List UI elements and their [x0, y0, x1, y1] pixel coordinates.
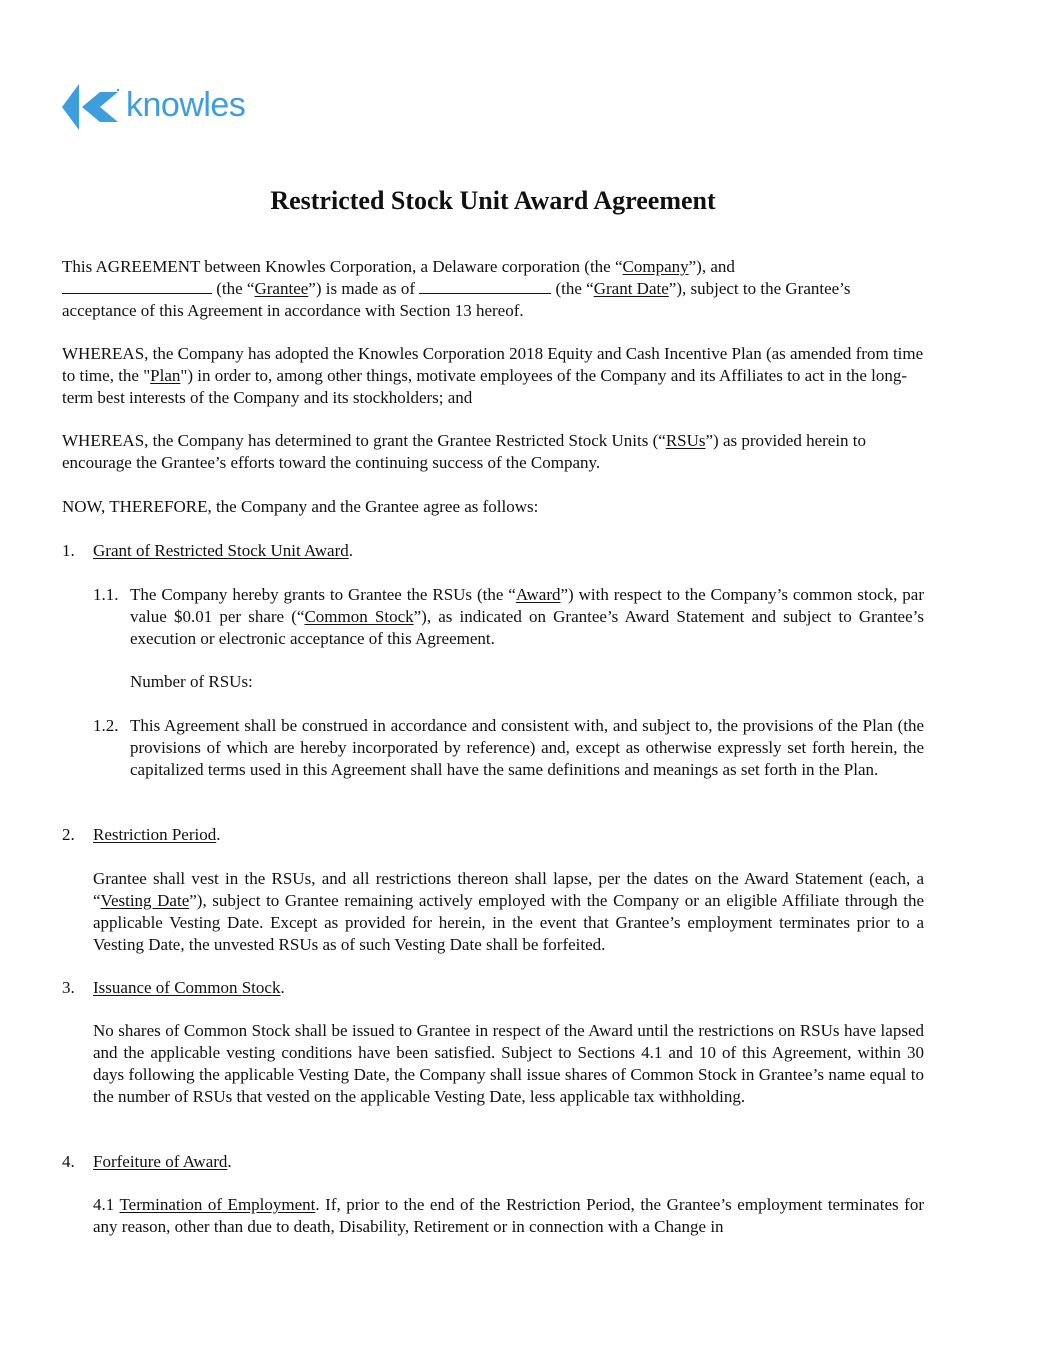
section-3-text: No shares of Common Stock shall be issued to Grantee in respect of the Award until the restrictions on RSUs have lapsed and the applicable vesting conditions have been satisfied. Subject to Sections 4.1 and 10 of this Agreement, within 30 days following the applicable Vesting Date, the Company shall issue shares of Common Stock in Grantee’s name equal to the number of RSUs that vested on the applicable Vesting Date, less applicable tax withholding.: [93, 1021, 924, 1106]
defined-term-award: Award: [515, 585, 561, 604]
defined-term-grant-date: Grant Date: [593, 279, 669, 298]
defined-term-plan: Plan: [150, 366, 181, 385]
section-4-heading: Forfeiture of Award.: [93, 1152, 232, 1171]
company-logo: [62, 84, 245, 130]
section-4-1-heading: Termination of Employment: [119, 1195, 316, 1214]
whereas-paragraph-2: WHEREAS, the Company has determined to grant the Grantee Restricted Stock Units (“RSUs”) as provided herein to encourage the Grantee’s efforts toward the continuing success of the Company.: [62, 431, 867, 472]
section-1-heading: Grant of Restricted Stock Unit Award.: [93, 541, 353, 560]
section-2-text: Grantee shall vest in the RSUs, and all restrictions thereon shall lapse, per the dates on the Award Statement (each, a “Vesting Date”), subject to Grantee remaining actively employed with the Company or an eligible Affiliate through the applicable Vesting Date. Except as provided for herein, in the event that Grantee’s employment terminates prior to a Vesting Date, the unvested RSUs as of such Vesting Date shall be forfeited.: [93, 869, 924, 954]
knowles-chevron-logo-icon: [62, 84, 120, 130]
section-1-1-text: The Company hereby grants to Grantee the RSUs (the “Award”) with respect to the Company’s common stock, par value $0.01 per share (“Common Stock”), as indicated on Grantee’s Award Statement and subject to Grantee’s execution or electronic acceptance of this Agreement.: [130, 585, 924, 648]
defined-term-rsus: RSUs: [665, 431, 706, 450]
defined-term-common-stock: Common Stock: [304, 607, 414, 626]
whereas-paragraph-1: WHEREAS, the Company has adopted the Knowles Corporation 2018 Equity and Cash Incentive Plan (as amended from time to time, the "Plan") in order to, among other things, motivate employees of the Company and its Affiliates to act in the long-term best interests of the Company and its stockholders; and: [62, 344, 924, 407]
document-title: Restricted Stock Unit Award Agreement: [270, 186, 716, 215]
section-1-number: 1.: [62, 541, 75, 560]
section-4-1-text: 4.1 Termination of Employment. If, prior to the end of the Restriction Period, the Grantee’s employment terminates for any reason, other than due to death, Disability, Retirement or in connection with a Change in: [93, 1195, 924, 1236]
section-2-number: 2.: [62, 825, 75, 844]
section-3-heading: Issuance of Common Stock.: [93, 978, 285, 997]
intro-line-1: This AGREEMENT between Knowles Corporation, a Delaware corporation (the “Company”), and: [62, 257, 735, 276]
section-3-number: 3.: [62, 978, 75, 997]
number-of-rsus-label: Number of RSUs:: [130, 672, 253, 691]
section-1-2-number: 1.2.: [93, 716, 119, 735]
now-therefore-paragraph: NOW, THEREFORE, the Company and the Grantee agree as follows:: [62, 497, 539, 516]
section-1-2-text: This Agreement shall be construed in accordance and consistent with, and subject to, the provisions of the Plan (the provisions of which are hereby incorporated by reference) and, except as otherwise expressly set forth herein, the capitalized terms used in this Agreement shall have the same definitions and meanings as set forth in the Plan.: [130, 716, 924, 779]
defined-term-grantee: Grantee: [254, 279, 309, 298]
section-1-1-number: 1.1.: [93, 585, 119, 604]
grant-date-blank[interactable]: [419, 279, 551, 294]
section-4-1-number: 4.1: [93, 1195, 120, 1214]
intro-paragraph: [62, 256, 924, 322]
defined-term-vesting-date: Vesting Date: [100, 891, 190, 910]
defined-term-company: Company: [622, 257, 689, 276]
logo-wordmark: knowles: [126, 86, 246, 124]
grantee-name-blank[interactable]: [62, 279, 212, 294]
section-2-heading: Restriction Period.: [93, 825, 221, 844]
intro-line-3: acceptance of this Agreement in accordance with Section 13 hereof.: [62, 301, 524, 320]
section-4-number: 4.: [62, 1152, 75, 1171]
intro-line-2: (the “Grantee”) is made as of (the “Grant Date”), subject to the Grantee’s: [62, 278, 924, 300]
